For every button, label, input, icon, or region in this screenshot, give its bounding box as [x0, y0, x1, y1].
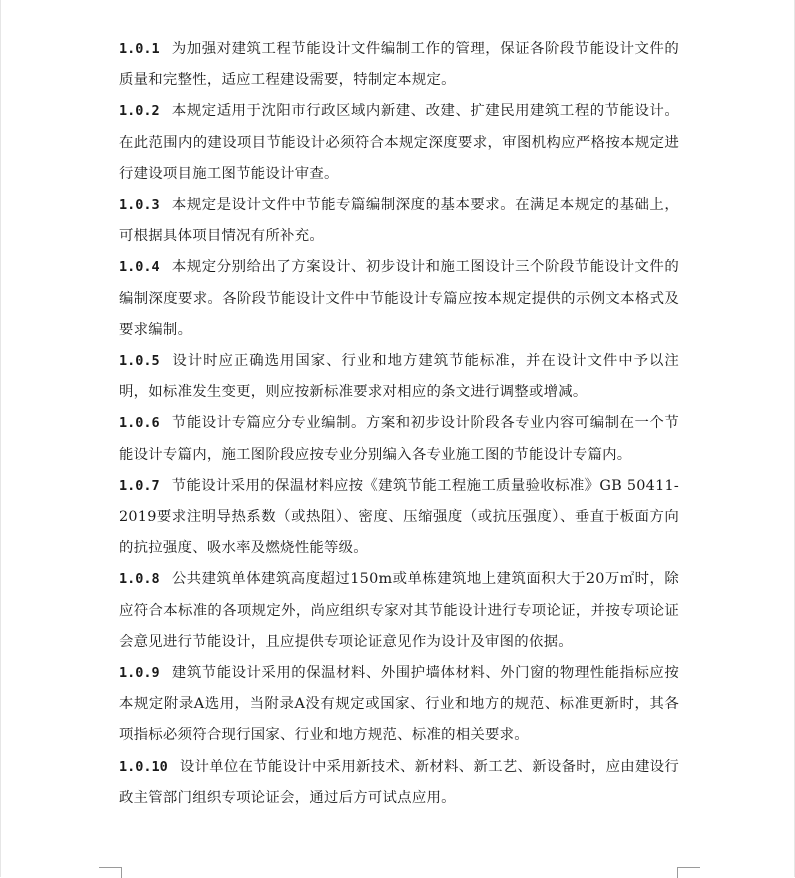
clause-text: 建筑节能设计采用的保温材料、外围护墙体材料、外门窗的物理性能指标应按本规定附录A选用，当附录A没有规定或国家、行业和地方的规范、标准更新时，其各项指标必须符合现行国家、行业和地方规范、标准的相关要求。 — [119, 665, 679, 744]
clause-1-0-1 — [119, 34, 679, 96]
clause-number: 1.0.9 — [119, 665, 160, 682]
clause-text: 本规定是设计文件中节能专篇编制深度的基本要求。在满足本规定的基础上，可根据具体项目情况有所补充。 — [119, 197, 679, 245]
clause-1-0-7 — [119, 471, 679, 565]
clause-text: 设计时应正确选用国家、行业和地方建筑节能标准，并在设计文件中予以注明，如标准发生变更，则应按新标准要求对相应的条文进行调整或增减。 — [119, 353, 679, 401]
clause-number: 1.0.2 — [119, 103, 160, 120]
clause-1-0-8 — [119, 564, 679, 658]
clause-number: 1.0.4 — [119, 259, 160, 276]
clause-1-0-9 — [119, 658, 679, 752]
clause-number: 1.0.6 — [119, 415, 160, 432]
clause-1-0-10 — [119, 752, 679, 814]
clause-number: 1.0.10 — [119, 758, 168, 775]
margin-corner-mark-right — [677, 867, 700, 878]
clause-number: 1.0.3 — [119, 197, 160, 214]
margin-corner-mark-left — [99, 867, 122, 878]
clause-number: 1.0.1 — [119, 41, 160, 57]
clause-text: 节能设计专篇应分专业编制。方案和初步设计阶段各专业内容可编制在一个节能设计专篇内，施工图阶段应按专业分别编入各专业施工图的节能设计专篇内。 — [119, 415, 679, 463]
clause-1-0-3 — [119, 190, 679, 252]
clause-text: 节能设计采用的保温材料应按《建筑节能工程施工质量验收标准》GB 50411-2019要求注明导热系数（或热阻）、密度、压缩强度（或抗压强度）、垂直于板面方向的抗拉强度、吸水率及燃烧性能等级。 — [119, 477, 679, 557]
clause-text: 公共建筑单体建筑高度超过150m或单栋建筑地上建筑面积大于20万㎡时，除应符合本标准的各项规定外，尚应组织专家对其节能设计进行专项论证，并按专项论证会意见进行节能设计，且应提供专项论证意见作为设计及审图的依据。 — [119, 571, 679, 650]
clause-1-0-6 — [119, 408, 679, 470]
document-body — [119, 34, 679, 814]
clause-1-0-5 — [119, 346, 679, 408]
clause-text: 为加强对建筑工程节能设计文件编制工作的管理，保证各阶段节能设计文件的质量和完整性，适应工程建设需要，特制定本规定。 — [119, 41, 679, 89]
clause-number: 1.0.8 — [119, 571, 160, 588]
clause-text: 设计单位在节能设计中采用新技术、新材料、新工艺、新设备时，应由建设行政主管部门组织专项论证会，通过后方可试点应用。 — [119, 758, 679, 806]
clause-text: 本规定适用于沈阳市行政区域内新建、改建、扩建民用建筑工程的节能设计。在此范围内的建设项目节能设计必须符合本规定深度要求，审图机构应严格按本规定进行建设项目施工图节能设计审查。 — [119, 103, 679, 182]
clause-text: 本规定分别给出了方案设计、初步设计和施工图设计三个阶段节能设计文件的编制深度要求。各阶段节能设计文件中节能设计专篇应按本规定提供的示例文本格式及要求编制。 — [119, 259, 679, 338]
clause-1-0-2 — [119, 96, 679, 190]
clause-1-0-4 — [119, 252, 679, 346]
clause-number: 1.0.5 — [119, 353, 160, 370]
clause-number: 1.0.7 — [119, 477, 160, 494]
